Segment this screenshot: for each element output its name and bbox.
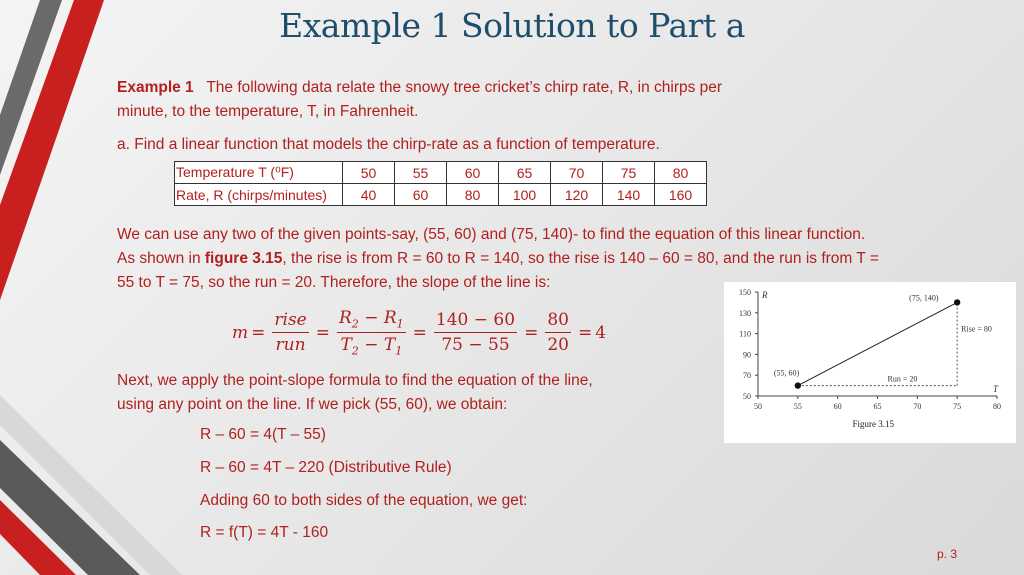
table-cell: 40 <box>343 184 395 206</box>
table-row <box>175 162 707 184</box>
line-chart <box>724 282 1016 443</box>
eq-frac-numeric <box>434 310 517 355</box>
figure-reference: figure 3.15 <box>204 250 283 267</box>
page-number: p. 3 <box>937 547 958 561</box>
eq-sub1: 1 <box>396 317 404 331</box>
eq-r-diff: $R_2 - R_1$ <box>337 308 406 333</box>
figure-3-15 <box>724 282 1016 443</box>
data-point <box>795 382 801 388</box>
table-row-header: Rate, R (chirps/minutes) <box>175 184 343 206</box>
part-a-text: a. Find a linear function that models the chirp-rate as a function of temperature. <box>117 136 660 153</box>
table-cell: 160 <box>655 184 707 206</box>
eq-num: 140 − 60 <box>434 310 517 333</box>
eq-equals: = <box>412 322 427 343</box>
para-line-2 <box>117 247 879 271</box>
table-cell: 140 <box>603 184 655 206</box>
table-cell: 50 <box>343 162 395 184</box>
intro-label: Example 1 <box>117 79 194 96</box>
rise-label: Rise = 80 <box>961 324 992 334</box>
next-line-1: Next, we apply the point-slope formula to find the equation of the line, <box>117 372 593 389</box>
table-cell: 70 <box>551 162 603 184</box>
para-line-3: 55 to T = 75, so the run = 20. Therefore, the slope of the line is: <box>117 274 551 291</box>
eq-t2: T <box>340 335 352 356</box>
eq-result: 4 <box>595 322 607 343</box>
x-tick-label: 55 <box>793 402 802 411</box>
series-line <box>798 302 957 385</box>
eq-t1: T <box>383 335 396 356</box>
table-cell: 80 <box>655 162 707 184</box>
step-4: R = f(T) = 4T - 160 <box>200 524 329 541</box>
y-tick-label: 50 <box>743 392 751 401</box>
x-tick-label: 60 <box>833 402 842 411</box>
para-line-2-c: , the rise is from R = 60 to R = 140, so the rise is 140 – 60 = 80, and the run is from T = <box>282 250 879 267</box>
data-point <box>954 299 960 305</box>
y-tick-label: 110 <box>739 329 751 339</box>
y-tick-label: 90 <box>743 350 751 360</box>
y-tick-label: 70 <box>743 371 751 381</box>
x-tick-label: 80 <box>993 402 1001 411</box>
intro-text-1: The following data relate the snowy tree cricket’s chirp rate, R, in chirps per <box>206 79 723 96</box>
eq-frac-rise-run <box>272 310 308 355</box>
eq-r2: R <box>338 308 352 328</box>
eq-rise: rise <box>272 310 308 333</box>
intro-line-2: minute, to the temperature, T, in Fahrenheit. <box>117 103 419 120</box>
table-cell: 75 <box>603 162 655 184</box>
run-label: Run = 20 <box>887 374 918 384</box>
x-tick-label: 70 <box>913 402 922 411</box>
eq-den2: 20 <box>547 335 569 356</box>
slope-equation <box>232 308 606 358</box>
intro-line-1 <box>117 76 722 100</box>
eq-m: m <box>232 322 249 343</box>
table-cell: 80 <box>447 184 499 206</box>
para-line-2-a: As shown in <box>117 250 205 267</box>
eq-equals: = <box>577 322 593 343</box>
eq-num2: 80 <box>545 310 571 333</box>
table-cell: 120 <box>551 184 603 206</box>
eq-frac-reduced <box>545 310 571 355</box>
slide-title: Example 1 Solution to Part a <box>279 6 745 45</box>
data-table <box>174 161 707 206</box>
para-line-1: We can use any two of the given points-say, (55, 60) and (75, 140)- to find the equation of this linear function. <box>117 226 866 243</box>
table-row <box>175 184 707 206</box>
eq-equals: = <box>251 322 266 343</box>
eq-r1: R <box>383 308 397 328</box>
next-line-2: using any point on the line. If we pick (55, 60), we obtain: <box>117 396 508 413</box>
eq-den: 75 − 55 <box>441 335 510 356</box>
eq-run: run <box>275 335 306 356</box>
y-tick-label: 130 <box>739 308 751 318</box>
eq-sub1: 1 <box>395 344 403 358</box>
table-cell: 100 <box>499 184 551 206</box>
eq-sub2: 2 <box>351 344 359 358</box>
eq-t-diff: $T_2 - T_1$ <box>340 335 403 358</box>
eq-equals: = <box>315 322 330 343</box>
x-tick-label: 50 <box>754 402 762 411</box>
figure-caption: Figure 3.15 <box>852 419 894 429</box>
point-label: (75, 140) <box>909 293 939 303</box>
table-cell: 55 <box>395 162 447 184</box>
x-axis-label: T <box>993 384 999 394</box>
step-3: Adding 60 to both sides of the equation, we get: <box>200 492 528 509</box>
step-2: R – 60 = 4T – 220 (Distributive Rule) <box>200 459 452 476</box>
red-stripe-top <box>0 0 104 300</box>
eq-equals: = <box>524 322 539 343</box>
point-label: (55, 60) <box>773 368 800 378</box>
y-tick-label: 150 <box>739 288 751 297</box>
table-cell: 60 <box>447 162 499 184</box>
table-row-header: Temperature T (⁰F) <box>175 162 343 184</box>
eq-sub2: 2 <box>351 317 359 331</box>
x-tick-label: 65 <box>873 402 882 411</box>
x-tick-label: 75 <box>953 402 962 411</box>
table-cell: 65 <box>499 162 551 184</box>
step-1: R – 60 = 4(T – 55) <box>200 426 326 443</box>
y-axis-label: R <box>762 290 768 300</box>
eq-frac-symbolic <box>337 308 406 358</box>
table-cell: 60 <box>395 184 447 206</box>
